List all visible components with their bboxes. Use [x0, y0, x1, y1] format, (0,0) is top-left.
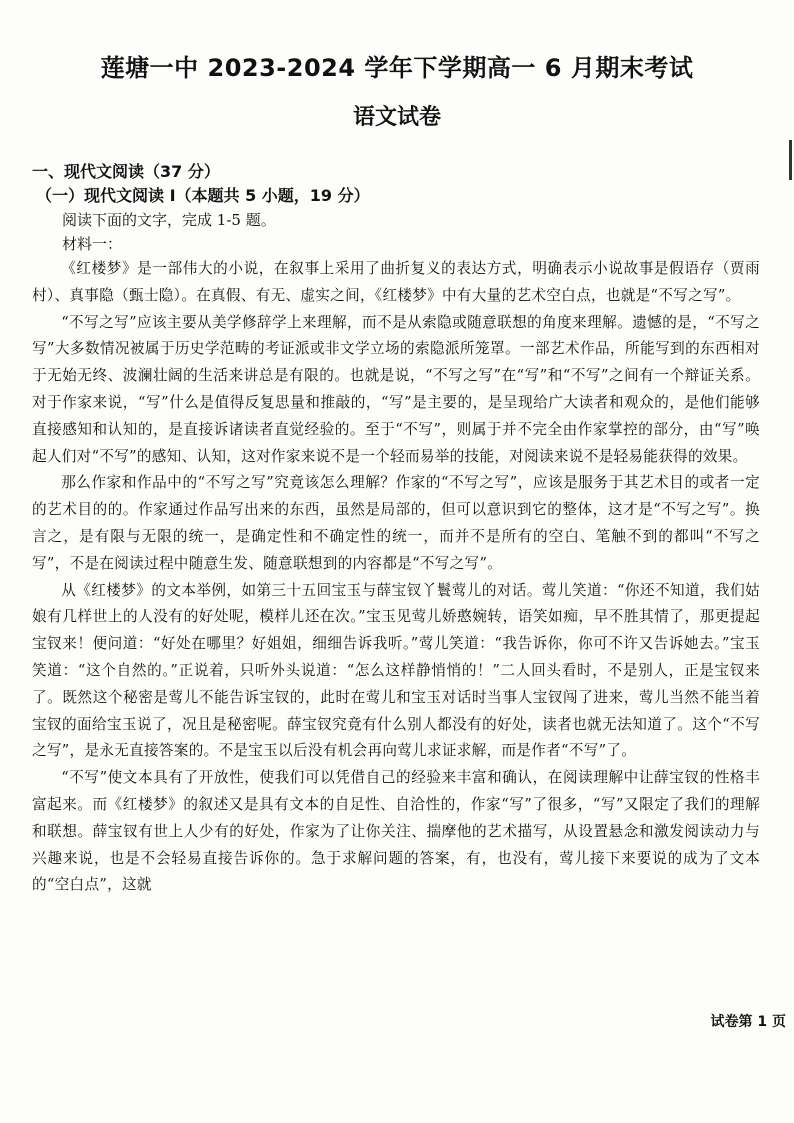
paragraph-3: 那么作家和作品中的“不写之写”究竟该怎么理解？作家的“不写之写”，应该是服务于其艺术目的或者一定的艺术目的的。作家通过作品写出来的东西，虽然是局部的，但可以意识到它的整体，这才是“不写之写”。换言之，是有限与无限的统一，是确定性和不确定性的统一，而并不是所有的空白、笔触不到的都叫“不写之写”，不是在阅读过程中随意生发、随意联想到的内容都是“不写之写”。 — [32, 474, 760, 572]
exam-subtitle: 语文试卷 — [352, 105, 441, 130]
paragraph-2: “不写之写”应该主要从美学修辞学上来理解，而不是从索隐或随意联想的角度来理解。遗憾的是，“不写之写”大多数情况被属于历史学范畴的考证派或非文学立场的索隐派所笼罩。一部艺术作品，所能写到的东西相对于无始无终、波澜壮阔的生活来讲总是有限的。也就是说，“不写之写”在“写”和“不写”之间有一个辩证关系。对于作家来说，“写”什么是值得反复思量和推敲的，“写”是主要的，是呈现给广大读者和观众的，是他们能够直接感知和认知的，是直接诉诸读者直觉经验的。至于“不写”，则属于并不完全由作家掌控的部分，由“写”唤起人们对“不写”的感知、认知，这对作家来说不是一个轻而易举的技能，对阅读来说不是轻易能获得的效果。 — [32, 313, 760, 465]
section-heading: 一、现代文阅读（37 分） — [32, 162, 220, 181]
paragraph-4: 从《红楼梦》的文本举例，如第三十五回宝玉与薛宝钗丫鬟莺儿的对话。莺儿笑道：“你还不知道，我们姑娘有几样世上的人没有的好处呢，模样儿还在次。”宝玉见莺儿娇憨婉转，语笑如痴，早不胜其情了，那更提起宝钗来！便问道：“好处在哪里？好姐姐，细细告诉我听。”莺儿笑道：“我告诉你，你可不许又告诉她去。”宝玉笑道：“这个自然的。”正说着，只听外头说道：“怎么这样静悄悄的！”二人回头看时，不是别人，正是宝钗来了。既然这个秘密是莺儿不能告诉宝钗的，此时在莺儿和宝玉对话时当事人宝钗闯了进来，莺儿当然不能当着宝钗的面给宝玉说了，况且是秘密呢。薛宝钗究竟有什么别人都没有的好处，读者也就无法知道了。这个“不写之写”，是永无直接答案的。不是宝玉以后没有机会再向莺儿求证求解，而是作者“不写”了。 — [32, 581, 760, 760]
subsection-heading: （一）现代文阅读 I（本题共 5 小题，19 分） — [36, 186, 370, 205]
paragraph-1: 《红楼梦》是一部伟大的小说，在叙事上采用了曲折复义的表达方式，明确表示小说故事是假语存（贾雨村）、真事隐（甄士隐）。在真假、有无、虚实之间，《红楼梦》中有大量的艺术空白点，也就是“不写之写”。 — [32, 260, 760, 304]
scan-edge-mark — [789, 140, 792, 180]
reading-instruction: 阅读下面的文字，完成 1-5 题。 — [62, 211, 276, 229]
exam-title: 莲塘一中 2023-2024 学年下学期高一 6 月期末考试 — [100, 54, 694, 82]
page-number: 试卷第 1 页 — [710, 1014, 786, 1030]
material-label: 材料一： — [62, 235, 123, 253]
paragraph-5: “不写”使文本具有了开放性，使我们可以凭借自己的经验来丰富和确认，在阅读理解中让薛宝钗的性格丰富起来。而《红楼梦》的叙述又是具有文本的自足性、自洽性的，作家“写”了很多，“写”又限定了我们的理解和联想。薛宝钗有世上人少有的好处，作家为了让你关注、揣摩他的艺术描写，从设置悬念和激发阅读动力与兴趣来说，也是不会轻易直接告诉你的。急于求解问题的答案，有，也没有，莺儿接下来要说的成为了文本的“空白点”，这就 — [32, 769, 760, 894]
exam-content — [32, 160, 760, 899]
